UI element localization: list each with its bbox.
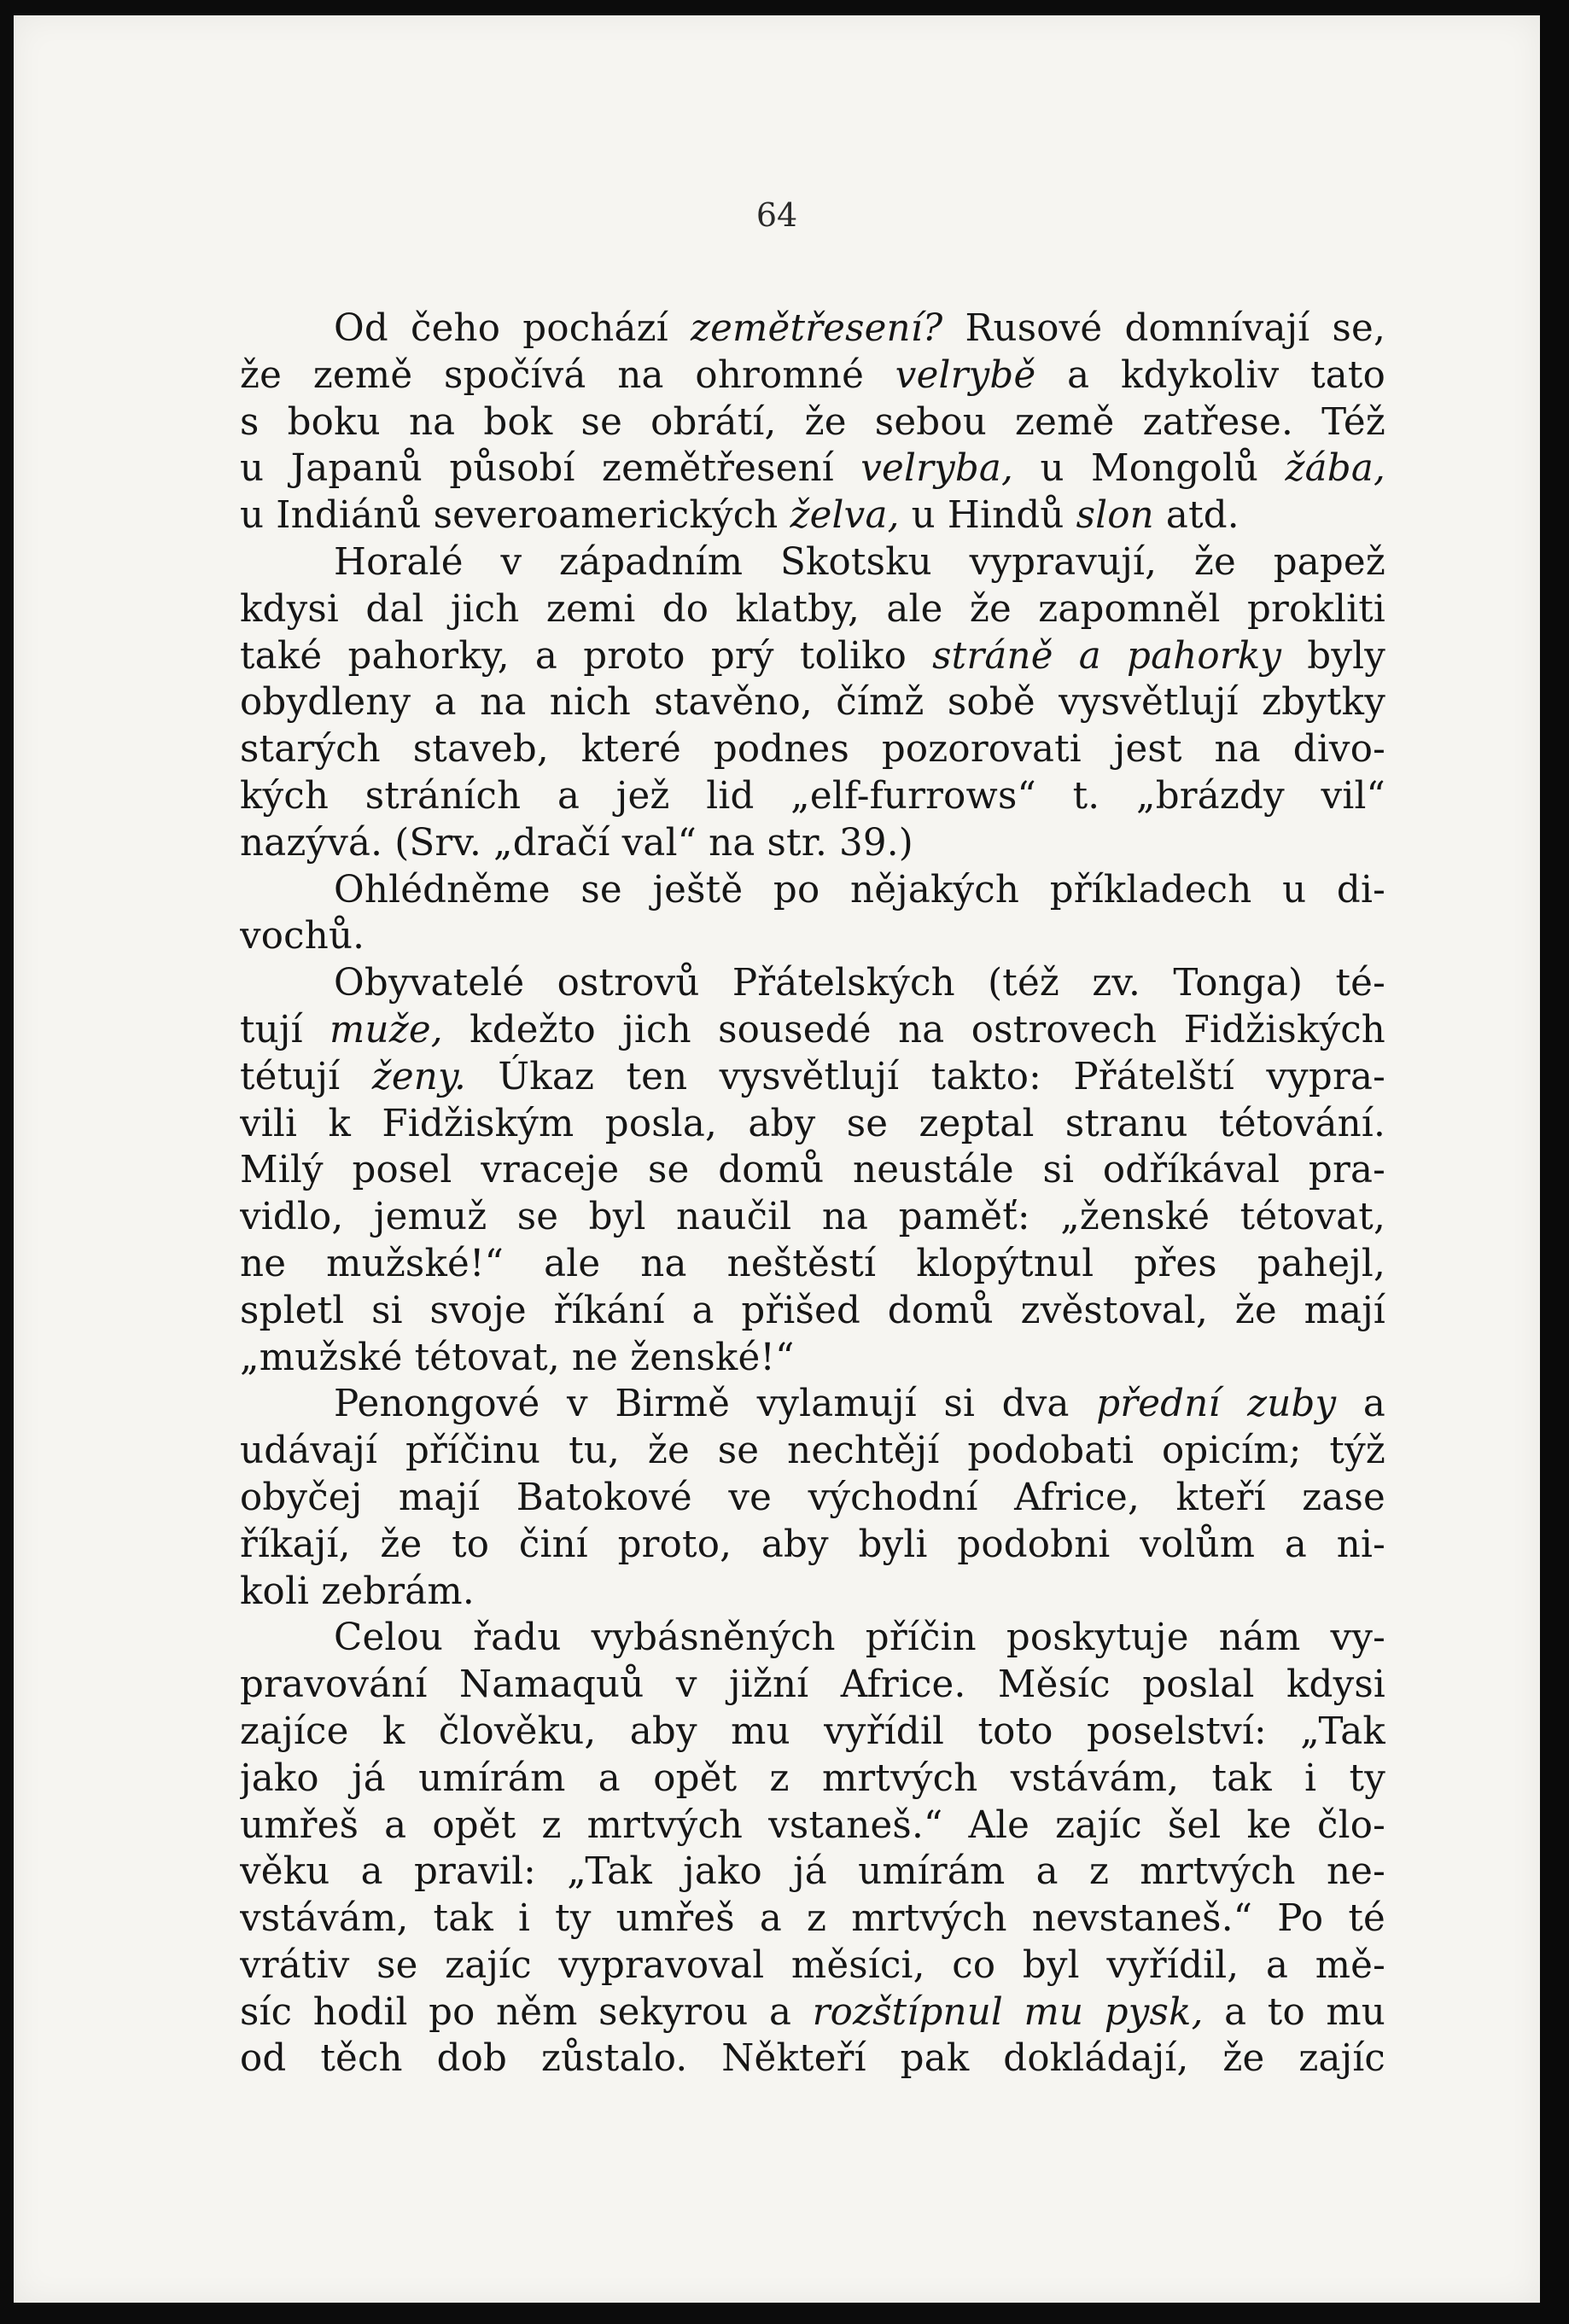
text-line	[240, 1428, 1385, 1475]
text-line	[240, 679, 1385, 726]
text-line	[240, 633, 1385, 680]
italic-phrase: ženy.	[371, 1055, 467, 1098]
text-line	[240, 913, 1385, 960]
italic-phrase: muže,	[330, 1008, 443, 1051]
text-run: věku a pravil: „Tak jako já umírám a z mrtvých ne-	[240, 1850, 1385, 1894]
text-run: od těch dob zůstalo. Někteří pak dokládají, že zajíc	[240, 2037, 1385, 2081]
text-line	[240, 539, 1385, 586]
italic-phrase: stráně a pahorky	[932, 634, 1282, 678]
text-line	[240, 773, 1385, 820]
text-run: Ohlédněme se ještě po nějakých příkladech u di-	[334, 868, 1385, 912]
text-run: síc hodil po něm sekyrou a	[240, 1990, 813, 2034]
page-number: 64	[755, 196, 798, 234]
text-line	[240, 1662, 1385, 1709]
text-run: Obyvatelé ostrovů Přátelských (též zv. Tonga) té-	[334, 962, 1385, 1005]
text-run: koli zebrám.	[240, 1570, 475, 1613]
text-line	[240, 1241, 1385, 1288]
text-run: kých stráních a jež lid „elf-furrows“ t. „brázdy vil“	[240, 774, 1385, 818]
scan-edge	[1540, 0, 1569, 2324]
text-line	[240, 960, 1385, 1007]
text-line	[240, 399, 1385, 446]
text-run: byly	[1281, 634, 1385, 678]
text-run: pravování Namaquů v jižní Africe. Měsíc poslal kdysi	[240, 1663, 1385, 1707]
text-line	[240, 1194, 1385, 1241]
book-page	[14, 15, 1540, 2303]
text-run: u Mongolů	[1013, 447, 1286, 491]
text-run: Penongové v Birmě vylamují si dva	[334, 1383, 1097, 1426]
text-run: zajíce k člověku, aby mu vyřídil toto poselství: „Tak	[240, 1710, 1385, 1753]
text-line	[240, 1896, 1385, 1942]
text-line	[240, 1942, 1385, 1989]
text-run: kdysi dal jich zemi do klatby, ale že zapomněl prokliti	[240, 587, 1385, 631]
text-line	[240, 1101, 1385, 1148]
text-run: kdežto jich sousedé na ostrovech Fidžiských	[442, 1008, 1385, 1051]
text-run: obyčej mají Batokové ve východní Africe, kteří zase	[240, 1476, 1385, 1519]
text-line	[240, 1989, 1385, 2036]
text-line	[240, 306, 1385, 352]
text-run: nazývá. (Srv. „dračí val“ na str. 39.)	[240, 821, 913, 865]
text-run: vochů.	[240, 915, 365, 958]
text-line	[240, 726, 1385, 773]
text-run: vstávám, tak i ty umřeš a z mrtvých nevstaneš.“ Po té	[240, 1897, 1385, 1941]
italic-phrase: velrybě	[895, 353, 1036, 397]
text-line	[240, 1803, 1385, 1849]
text-run: jako já umírám a opět z mrtvých vstávám, tak i ty	[240, 1756, 1385, 1800]
text-run: obydleny a na nich stavěno, čímž sobě vysvětlují zbytky	[240, 681, 1385, 725]
italic-phrase: přední zuby	[1096, 1383, 1337, 1426]
text-run: atd.	[1153, 494, 1239, 538]
text-line	[240, 1849, 1385, 1896]
text-run: že země spočívá na ohromné	[240, 353, 895, 397]
text-run: „mužské tétovat, ne ženské!“	[240, 1336, 795, 1379]
text-run: říkají, že to činí proto, aby byli podobni volům a ni-	[240, 1523, 1385, 1566]
text-line	[240, 1054, 1385, 1101]
text-run: u Indiánů severoamerických	[240, 494, 790, 538]
italic-phrase: zemětřesení?	[691, 307, 943, 350]
text-line	[240, 446, 1385, 492]
text-line	[240, 1288, 1385, 1335]
text-run: umřeš a opět z mrtvých vstaneš.“ Ale zajíc šel ke člo-	[240, 1803, 1385, 1847]
text-line	[240, 1475, 1385, 1522]
text-line	[240, 1709, 1385, 1756]
text-run: vidlo, jemuž se byl naučil na paměť: „ženské tétovat,	[240, 1196, 1385, 1239]
text-line	[240, 820, 1385, 867]
text-run: Od čeho pochází	[334, 307, 691, 350]
text-run: tétují	[240, 1055, 372, 1098]
text-line	[240, 1569, 1385, 1616]
text-run: a kdykoliv tato	[1035, 353, 1385, 397]
text-run: u Japanů působí zemětřesení	[240, 447, 861, 491]
italic-phrase: želva,	[790, 494, 900, 538]
text-line	[240, 586, 1385, 633]
italic-phrase: rozštípnul mu pysk,	[812, 1990, 1204, 2034]
text-run: a	[1336, 1383, 1385, 1426]
text-run: vrátiv se zajíc vypravoval měsíci, co byl vyřídil, a mě-	[240, 1943, 1385, 1987]
text-line	[240, 492, 1385, 539]
text-run: s boku na bok se obrátí, že sebou země zatřese. Též	[240, 400, 1385, 444]
text-line	[240, 1756, 1385, 1803]
italic-phrase: slon	[1076, 494, 1154, 538]
text-run: starých staveb, které podnes pozorovati jest na divo-	[240, 728, 1385, 772]
text-line	[240, 1522, 1385, 1569]
text-run: udávají příčinu tu, že se nechtějí podobati opicím; týž	[240, 1430, 1385, 1473]
text-line	[240, 1147, 1385, 1194]
text-run: Celou řadu vybásněných příčin poskytuje nám vy-	[334, 1616, 1385, 1660]
italic-phrase: žába,	[1285, 447, 1385, 491]
text-run: také pahorky, a proto prý toliko	[240, 634, 933, 678]
text-run: a to mu	[1203, 1990, 1385, 2034]
italic-phrase: velryba,	[860, 447, 1014, 491]
body-text	[240, 306, 1385, 2082]
text-run: ne mužské!“ ale na neštěstí klopýtnul přes pahejl,	[240, 1242, 1385, 1285]
text-run: tují	[240, 1008, 330, 1051]
text-run: Rusové domnívají se,	[942, 307, 1385, 350]
text-line	[240, 867, 1385, 914]
text-run: u Hindů	[899, 494, 1076, 538]
text-line	[240, 1335, 1385, 1382]
text-line	[240, 1615, 1385, 1662]
text-run: Milý posel vraceje se domů neustále si odříkával pra-	[240, 1149, 1385, 1192]
text-run: Horalé v západním Skotsku vypravují, že papež	[334, 540, 1385, 584]
text-line	[240, 352, 1385, 399]
text-line	[240, 2036, 1385, 2082]
text-line	[240, 1007, 1385, 1054]
text-run: vili k Fidžiským posla, aby se zeptal stranu tétování.	[240, 1102, 1385, 1145]
text-run: spletl si svoje říkání a přišed domů zvěstoval, že mají	[240, 1289, 1385, 1332]
text-line	[240, 1381, 1385, 1428]
text-run: Úkaz ten vysvětlují takto: Přátelští vypra-	[466, 1055, 1385, 1098]
